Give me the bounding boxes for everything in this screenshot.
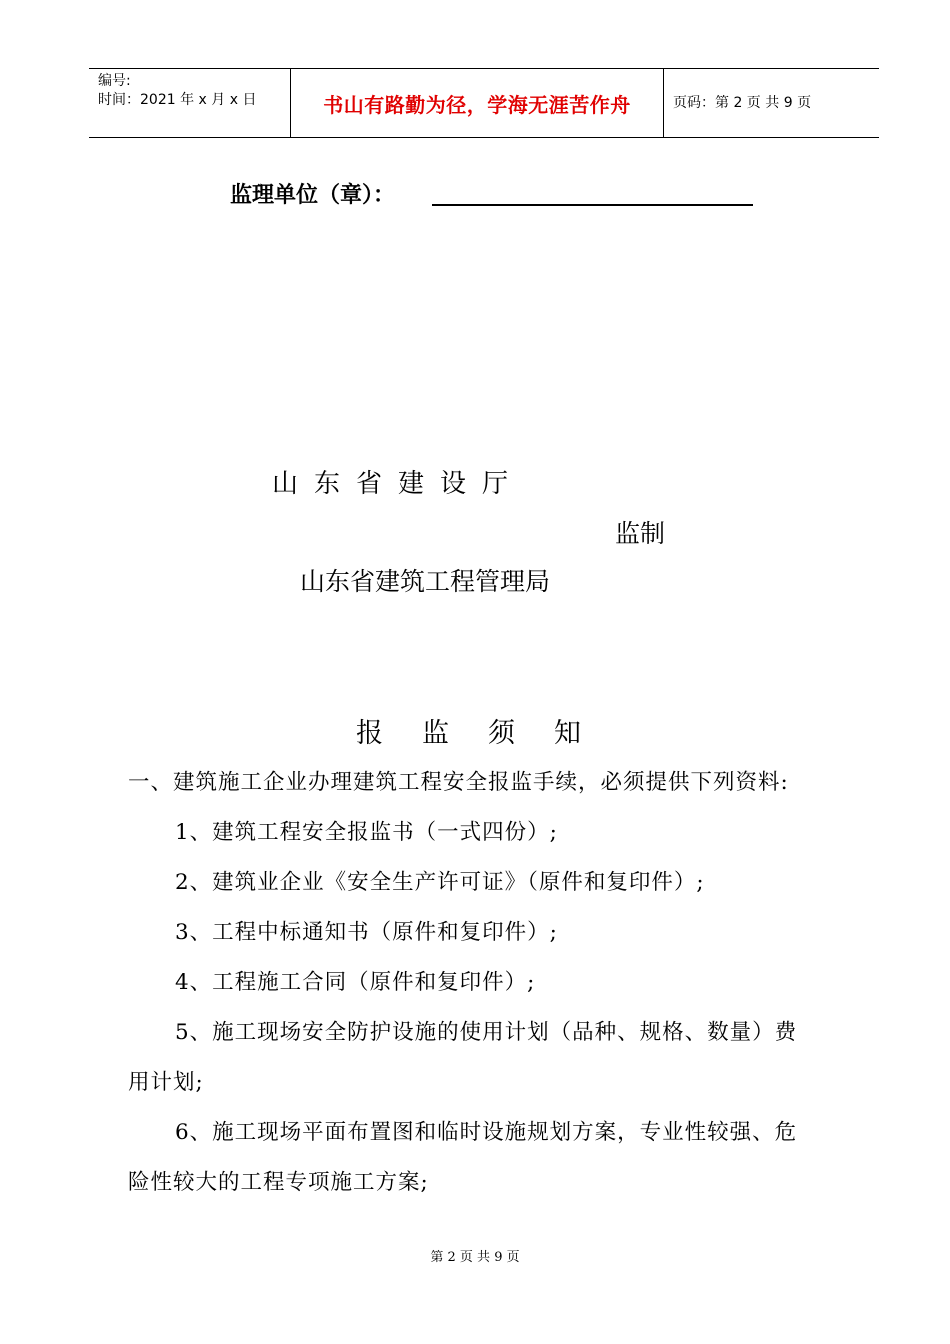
notice-item-continuation: 险性较大的工程专项施工方案; xyxy=(128,1170,429,1195)
department-engineering-bureau: 山东省建筑工程管理局 xyxy=(300,567,551,596)
notice-item: 1、建筑工程安全报监书（一式四份）; xyxy=(175,820,558,845)
page-footer: 第 2 页 共 9 页 xyxy=(430,1250,520,1265)
header-meta-cell xyxy=(89,69,291,137)
notice-item: 2、建筑业企业《安全生产许可证》（原件和复印件）; xyxy=(175,870,705,895)
header-motto: 书山有路勤为径，学海无涯苦作舟 xyxy=(323,92,631,117)
notice-item-continuation: 用计划; xyxy=(128,1070,204,1095)
supervised-label: 监制 xyxy=(615,519,666,548)
department-construction: 山东省建设厅 xyxy=(272,469,525,499)
supervisor-label: 监理单位（章）： xyxy=(230,183,396,208)
page-header xyxy=(89,68,879,138)
notice-item: 6、施工现场平面布置图和临时设施规划方案，专业性较强、危 xyxy=(175,1120,798,1145)
notice-item: 3、工程中标通知书（原件和复印件）; xyxy=(175,920,558,945)
notice-title: 报监须知 xyxy=(356,718,620,749)
notice-item: 4、工程施工合同（原件和复印件）; xyxy=(175,970,536,995)
notice-item: 5、施工现场安全防护设施的使用计划（品种、规格、数量）费 xyxy=(175,1020,798,1045)
supervisor-signature-line xyxy=(432,204,753,206)
document-number-label: 编号: xyxy=(98,73,131,89)
header-motto-cell xyxy=(291,69,664,137)
document-time: 时间：2021 年 x 月 x 日 xyxy=(98,92,257,108)
header-page-info: 页码：第 2 页 共 9 页 xyxy=(673,94,812,111)
notice-intro: 一、建筑施工企业办理建筑工程安全报监手续，必须提供下列资料: xyxy=(128,770,789,795)
header-page-cell xyxy=(664,69,879,137)
